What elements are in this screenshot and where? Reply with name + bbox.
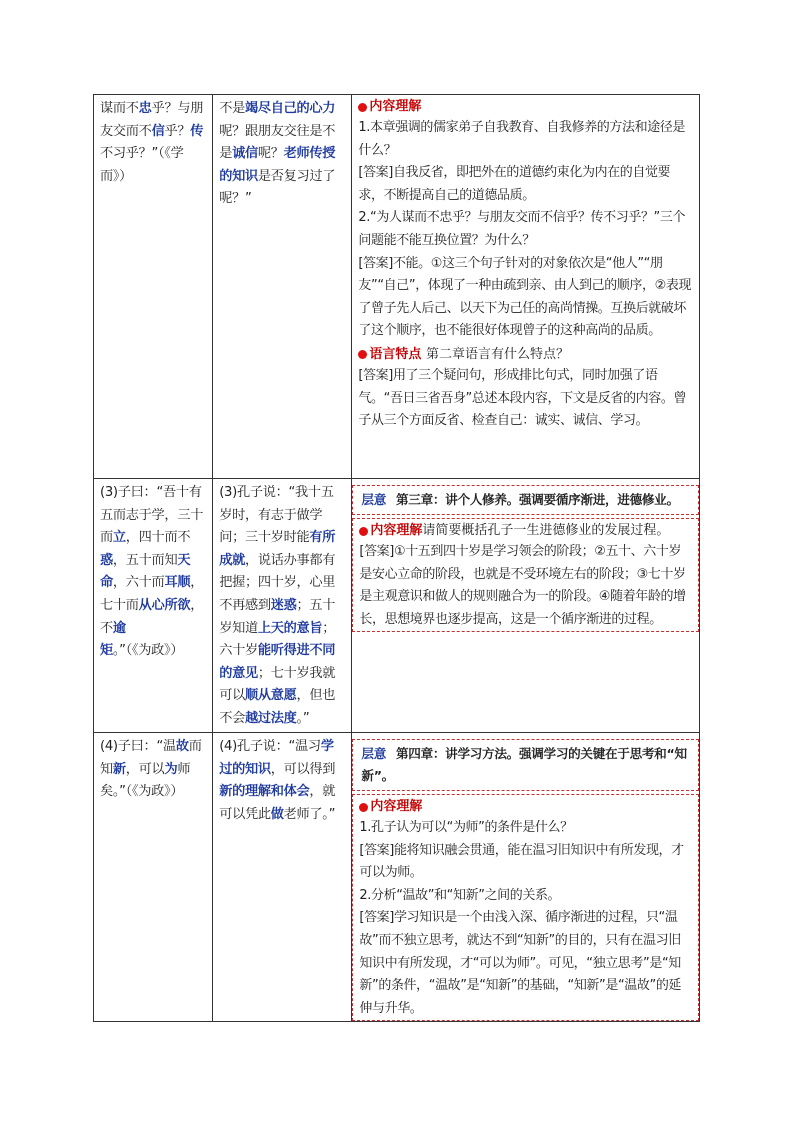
translation-text: (3)孔子说：“我十五岁时，有志于做学问；三十岁时能有所成就，说话办事都有把握；四十岁，心里不再感到迷惑；五十岁知道上天的意旨；六十岁能听得进不同的意见；七十岁我就可以顺从意愿，但也不会越过法度。” bbox=[219, 485, 336, 726]
answer: [答案]①十五到四十岁是学习领会的阶段；②五十、六十岁是安心立命的阶段，也就是不受环境左右的阶段；③七十岁是主观意识和做人的规则融合为一的阶段。④随着年龄的增长，思想境界也逐步提高，这是一个循序渐进的过程。 bbox=[359, 544, 686, 627]
section-heading: 内容理解 bbox=[352, 95, 699, 117]
translation-text: 不是竭尽自己的心力呢？跟朋友交往是不是诚信呢？老师传授的知识是否复习过了呢？” bbox=[219, 101, 336, 207]
bullet-dot-icon bbox=[358, 103, 367, 112]
bullet-dot-icon bbox=[359, 527, 368, 536]
question: 1.孔子认为可以“为师”的条件是什么？ bbox=[359, 820, 573, 835]
translation-cell bbox=[213, 95, 352, 479]
section-heading: 语言特点 第二章语言有什么特点？ bbox=[352, 343, 699, 365]
question: 2.“为人谋而不忠乎？与朋友交而不信乎？传不习乎？”三个问题能不能互换位置？为什么？ bbox=[358, 210, 686, 248]
table-row bbox=[94, 95, 700, 479]
content-box bbox=[352, 794, 699, 1021]
question: 2.分析“温故”和“知新”之间的关系。 bbox=[359, 887, 561, 903]
original-text-cell bbox=[94, 733, 213, 1022]
translation-cell bbox=[213, 733, 352, 1022]
answer: [答案]能将知识融会贯通，能在温习旧知识中有所发现，才可以为师。 bbox=[359, 842, 684, 881]
original-text: 谋而不忠乎？与朋友交而不信乎？传不习乎？”（《学而》） bbox=[100, 101, 204, 184]
original-text: (3)子曰：“吾十有五而志于学，三十而立，四十而不惑，五十而知天命，六十而耳顺，七十而从心所欲，不逾矩。”（《为政》） bbox=[100, 485, 204, 659]
notes-table bbox=[93, 94, 700, 1022]
answer: [答案]学习知识是一个由浅入深、循序渐进的过程，只“温故”而不独立思考，就达不到“知新”的目的，只有在温习旧知识中有所发现，才“可以为师”。可见，“独立思考”是“知新”的条件，“温故”是“知新”的基础，“知新”是“温故”的延伸与升华。 bbox=[359, 910, 682, 1016]
answer: [答案]自我反省，即把外在的道德约束化为内在的自觉要求，不断提高自己的道德品质。 bbox=[358, 165, 671, 203]
answer: [答案]不能。①这三个句子针对的对象依次是“他人”“朋友”“自己”，体现了一种由疏到亲、由人到己的顺序，②表现了曾子先人后己、以天下为己任的高尚情操。互换后就破坏了这个顺序，也不能很好体现曾子的这种高尚的品质。 bbox=[358, 255, 692, 339]
analysis-body bbox=[352, 117, 699, 343]
analysis-cell bbox=[352, 479, 700, 733]
table-row bbox=[94, 733, 700, 1022]
analysis-cell bbox=[352, 95, 700, 479]
translation-text: (4)孔子说：“温习学过的知识，可以得到新的理解和体会，就可以凭此做老师了。” bbox=[219, 739, 336, 822]
translation-cell bbox=[213, 479, 352, 733]
question: 1.本章强调的儒家弟子自我教育、自我修养的方法和途径是什么？ bbox=[358, 120, 686, 158]
layer-meaning-box: 层意 第三章：讲个人修养。强调要循序渐进，进德修业。 bbox=[352, 485, 699, 515]
original-text-cell bbox=[94, 479, 213, 733]
section-heading: 内容理解 bbox=[353, 795, 698, 817]
analysis-body bbox=[353, 817, 698, 1020]
analysis-cell bbox=[352, 733, 700, 1022]
analysis-body bbox=[352, 365, 699, 433]
analysis-body bbox=[353, 541, 698, 631]
bullet-dot-icon bbox=[359, 803, 368, 812]
table-row bbox=[94, 479, 700, 733]
original-text: (4)子曰：“温故而知新，可以为师矣。”（《为政》） bbox=[100, 739, 202, 800]
content-box bbox=[352, 518, 699, 632]
bullet-dot-icon bbox=[358, 350, 367, 359]
original-text-cell bbox=[94, 95, 213, 479]
section-heading: 内容理解 请简要概括孔子一生进德修业的发展过程。 bbox=[353, 519, 698, 541]
answer: [答案]用了三个疑问句，形成排比句式，同时加强了语气。“吾日三省吾身”总述本段内容，下文是反省的内容。曾子从三个方面反省、检查自己：诚实、诚信、学习。 bbox=[358, 367, 687, 429]
layer-meaning-box: 层意 第四章：讲学习方法。强调学习的关键在于思考和“知新”。 bbox=[352, 739, 699, 791]
